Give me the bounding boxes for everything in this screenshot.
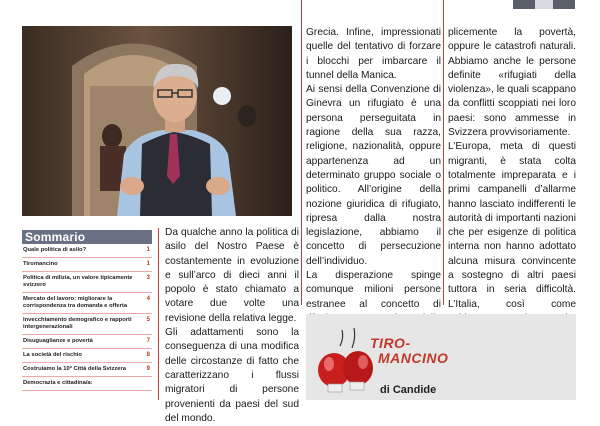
- tiromancino-box[interactable]: [306, 314, 576, 400]
- article-paragraph: L’Europa, meta di questi migranti, è stata colta totalmente impreparata e i primi campanelli d’allarme hanno lasciato indifferenti le autorità di importanti nazioni che per esigenze di politica interna non hanno adottato alcuna misura convincente a sostegno di altri paesi tuttora in seria difficoltà. L’Italia, così come: [448, 141, 576, 310]
- sommario-panel: [22, 230, 152, 400]
- column-divider: [301, 0, 302, 305]
- article-column-2: [306, 26, 441, 355]
- tiromancino-title: TIRO- MANCINO: [370, 335, 449, 366]
- tiromancino-author: di Candide: [380, 384, 437, 396]
- article-column-1: [165, 226, 299, 426]
- article-paragraph: Grecia. Infine, impressionati quelle del tentativo di forzare i blocchi per imbarcare il tunnel della Manica.: [306, 27, 441, 81]
- article-photo: [22, 26, 292, 216]
- article-paragraph: Gli adattamenti sono la conseguenza di una modifica delle circostanze di fatto che caratterizzano i flussi migratori di persone provenienti da paesi del sud del mondo.: [165, 327, 299, 424]
- sommario-item[interactable]: Disuguaglianze e povertà 7: [22, 335, 152, 349]
- article-paragraph: plicemente la povertà, oppure le catastrofi naturali. Abbiamo anche le persone definite «rifugiati della violenza», le quali scappano da conflitti scoppiati nei loro paesi: sono ammesse in Svizzera provvisoriamente.: [448, 27, 577, 139]
- sommario-title: Sommario: [22, 230, 152, 244]
- sommario-item[interactable]: Quale politica di asilo? 1: [22, 244, 152, 258]
- sommario-item[interactable]: Tiromancino 1: [22, 258, 152, 272]
- author-avatar: [513, 0, 575, 9]
- column-divider: [158, 228, 159, 400]
- article-paragraph: La disperazione spinge comunque milioni persone estranee al concetto di: [306, 270, 441, 310]
- sommario-item[interactable]: La società del rischio 8: [22, 349, 152, 363]
- sommario-item[interactable]: Mercato del lavoro: migliorare la corrispondenza tra domanda e offerta 4: [22, 293, 152, 314]
- sommario-item[interactable]: Costruiamo la 10ª Città della Svizzera 9: [22, 363, 152, 377]
- sommario-item[interactable]: Politica di milizia, un valore tipicamente svizzero 3: [22, 272, 152, 293]
- column-divider: [443, 0, 444, 305]
- article-column-3: [448, 26, 576, 341]
- sommario-item[interactable]: Invecchiamento demografico e rapporti intergenerazionali 5: [22, 314, 152, 335]
- sommario-item[interactable]: Democrazia e cittadina/a:: [22, 377, 152, 391]
- article-paragraph: Da qualche anno la politica di asilo del Nostro Paese è costantemente in evoluzione e sull’arco di dieci anni il popolo è stato chiamato a votare due volte una revisione della relativa legge.: [165, 227, 299, 324]
- article-paragraph: Ai sensi della Convenzione di Ginevra un rifugiato è una persona perseguitata in ragione della sua razza, religione, nazionalità, oppure appartenenza ad un determinato gruppo sociale o politico. All’origine della nozione giuridica di rifugiato, ripresa dalla nostra legislazione, abbiamo il concetto di persecuzione dell’individuo.: [306, 84, 441, 267]
- sommario-list: [22, 244, 152, 391]
